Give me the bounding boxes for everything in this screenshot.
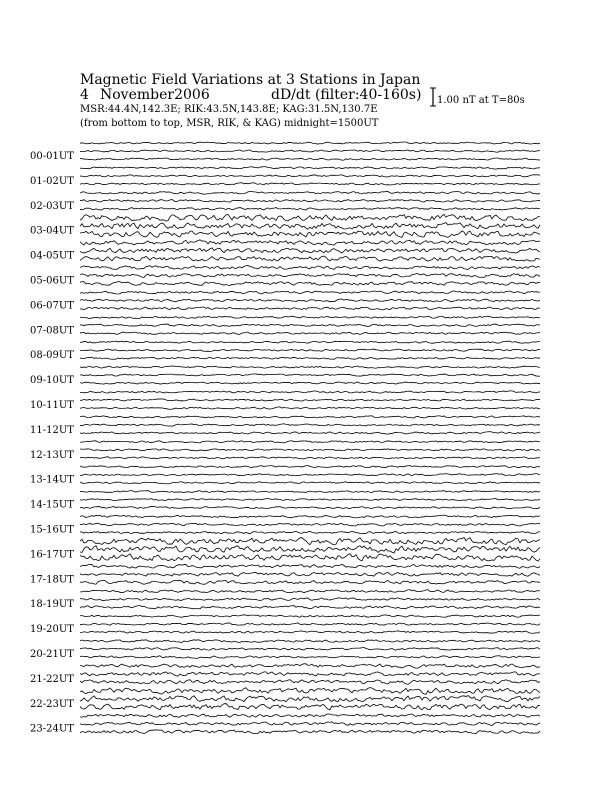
trace-kag — [80, 240, 540, 245]
trace-kag — [80, 142, 540, 144]
date-year: 2006 — [174, 87, 210, 103]
trace-kag — [80, 564, 540, 568]
trace-rik — [80, 648, 540, 651]
hour-row — [30, 564, 540, 585]
date-month: November — [100, 87, 175, 103]
hour-label: 06-07UT — [30, 300, 74, 312]
trace-rik — [80, 449, 540, 451]
trace-kag — [80, 615, 540, 617]
station-coordinates: MSR:44.4N,142.3E; RIK:43.5N,143.8E; KAG:31.5N,130.7E — [80, 104, 378, 115]
hour-row — [30, 688, 540, 710]
trace-msr — [80, 656, 540, 659]
trace-rik — [80, 672, 540, 676]
trace-msr — [80, 730, 540, 734]
hour-row — [30, 538, 540, 562]
trace-msr — [80, 183, 540, 185]
trace-rik — [80, 523, 540, 526]
hour-label: 12-13UT — [30, 449, 74, 461]
trace-kag — [80, 714, 540, 717]
scale-label: 1.00 nT at T=80s — [437, 95, 525, 106]
hour-label: 18-19UT — [30, 599, 74, 611]
hour-label: 05-06UT — [30, 275, 74, 287]
hour-row — [30, 714, 540, 735]
hour-row — [30, 291, 540, 311]
trace-rik — [80, 696, 540, 702]
trace-kag — [80, 265, 540, 269]
trace-kag — [80, 515, 540, 518]
trace-msr — [80, 432, 540, 434]
hour-row — [30, 416, 540, 436]
trace-msr — [80, 554, 540, 561]
trace-kag — [80, 538, 540, 545]
hour-label: 14-15UT — [30, 499, 74, 511]
trace-rik — [80, 598, 540, 601]
trace-msr — [80, 407, 540, 409]
trace-kag — [80, 491, 540, 493]
trace-msr — [80, 457, 540, 459]
trace-msr — [80, 332, 540, 334]
hour-label: 23-24UT — [30, 723, 74, 735]
trace-msr — [80, 631, 540, 633]
trace-rik — [80, 546, 540, 553]
hour-row — [30, 366, 540, 386]
hour-row — [30, 590, 540, 611]
trace-kag — [80, 664, 540, 668]
trace-rik — [80, 274, 540, 278]
trace-rik — [80, 399, 540, 401]
hour-label: 08-09UT — [30, 350, 74, 362]
trace-kag — [80, 688, 540, 695]
trace-rik — [80, 299, 540, 302]
hour-label: 03-04UT — [30, 225, 74, 237]
trace-kag — [80, 466, 540, 468]
hour-label: 17-18UT — [30, 574, 74, 586]
filter-label: dD/dt (filter:40-160s) — [271, 87, 422, 103]
trace-msr — [80, 606, 540, 609]
trace-rik — [80, 150, 540, 152]
hour-label: 01-02UT — [30, 175, 74, 187]
trace-rik — [80, 199, 540, 202]
trace-rik — [80, 349, 540, 351]
hour-row — [30, 316, 540, 336]
trace-msr — [80, 482, 540, 484]
hour-label: 13-14UT — [30, 474, 74, 486]
hour-label: 09-10UT — [30, 375, 74, 387]
hour-label: 11-12UT — [30, 424, 74, 436]
trace-msr — [80, 704, 540, 710]
hour-label: 19-20UT — [30, 624, 74, 636]
trace-msr — [80, 158, 540, 160]
hour-row — [30, 240, 540, 262]
hour-row — [30, 214, 540, 237]
trace-msr — [80, 307, 540, 310]
trace-rik — [80, 722, 540, 726]
trace-rik — [80, 474, 540, 476]
trace-msr — [80, 357, 540, 359]
trace-kag — [80, 316, 540, 318]
hour-row — [30, 341, 540, 361]
trace-kag — [80, 640, 540, 643]
trace-rik — [80, 324, 540, 326]
trace-kag — [80, 391, 540, 393]
hour-label: 21-22UT — [30, 673, 74, 685]
trace-order-note: (from bottom to top, MSR, RIK, & KAG) midnight=1500UT — [80, 118, 379, 129]
hour-row — [30, 491, 540, 511]
trace-msr — [80, 382, 540, 384]
trace-rik — [80, 248, 540, 253]
trace-msr — [80, 506, 540, 508]
trace-kag — [80, 341, 540, 343]
trace-rik — [80, 572, 540, 576]
hour-row — [30, 167, 540, 187]
trace-rik — [80, 175, 540, 177]
hour-row — [30, 441, 540, 461]
hour-label: 22-23UT — [30, 698, 74, 710]
trace-rik — [80, 424, 540, 426]
hour-label: 02-03UT — [30, 200, 74, 212]
trace-kag — [80, 441, 540, 443]
trace-rik — [80, 623, 540, 625]
trace-msr — [80, 282, 540, 286]
trace-kag — [80, 590, 540, 593]
hour-row — [30, 191, 540, 211]
trace-kag — [80, 416, 540, 418]
hour-row — [30, 515, 540, 535]
trace-kag — [80, 291, 540, 294]
hour-row — [30, 466, 540, 486]
trace-rik — [80, 499, 540, 501]
hour-label: 10-11UT — [30, 400, 74, 411]
date-day: 4 — [80, 87, 89, 103]
trace-kag — [80, 214, 540, 221]
chart-title: Magnetic Field Variations at 3 Stations in Japan — [80, 72, 421, 88]
hour-label: 07-08UT — [30, 325, 74, 337]
trace-msr — [80, 531, 540, 533]
hour-label: 15-16UT — [30, 524, 74, 536]
hour-row — [30, 391, 540, 411]
trace-msr — [80, 231, 540, 238]
hour-label: 04-05UT — [30, 250, 74, 262]
trace-msr — [80, 256, 540, 261]
trace-kag — [80, 366, 540, 368]
trace-kag — [80, 191, 540, 194]
trace-rik — [80, 223, 540, 230]
hour-row — [30, 142, 540, 162]
trace-msr — [80, 580, 540, 584]
hour-row — [30, 664, 540, 685]
hour-label: 16-17UT — [30, 549, 74, 561]
hour-row — [30, 265, 540, 286]
hour-row — [30, 640, 540, 660]
trace-kag — [80, 167, 540, 169]
hour-label: 20-21UT — [30, 649, 74, 660]
trace-msr — [80, 680, 540, 685]
trace-msr — [80, 208, 540, 210]
hour-label: 00-01UT — [30, 151, 74, 162]
hour-row — [30, 615, 540, 635]
trace-rik — [80, 374, 540, 376]
